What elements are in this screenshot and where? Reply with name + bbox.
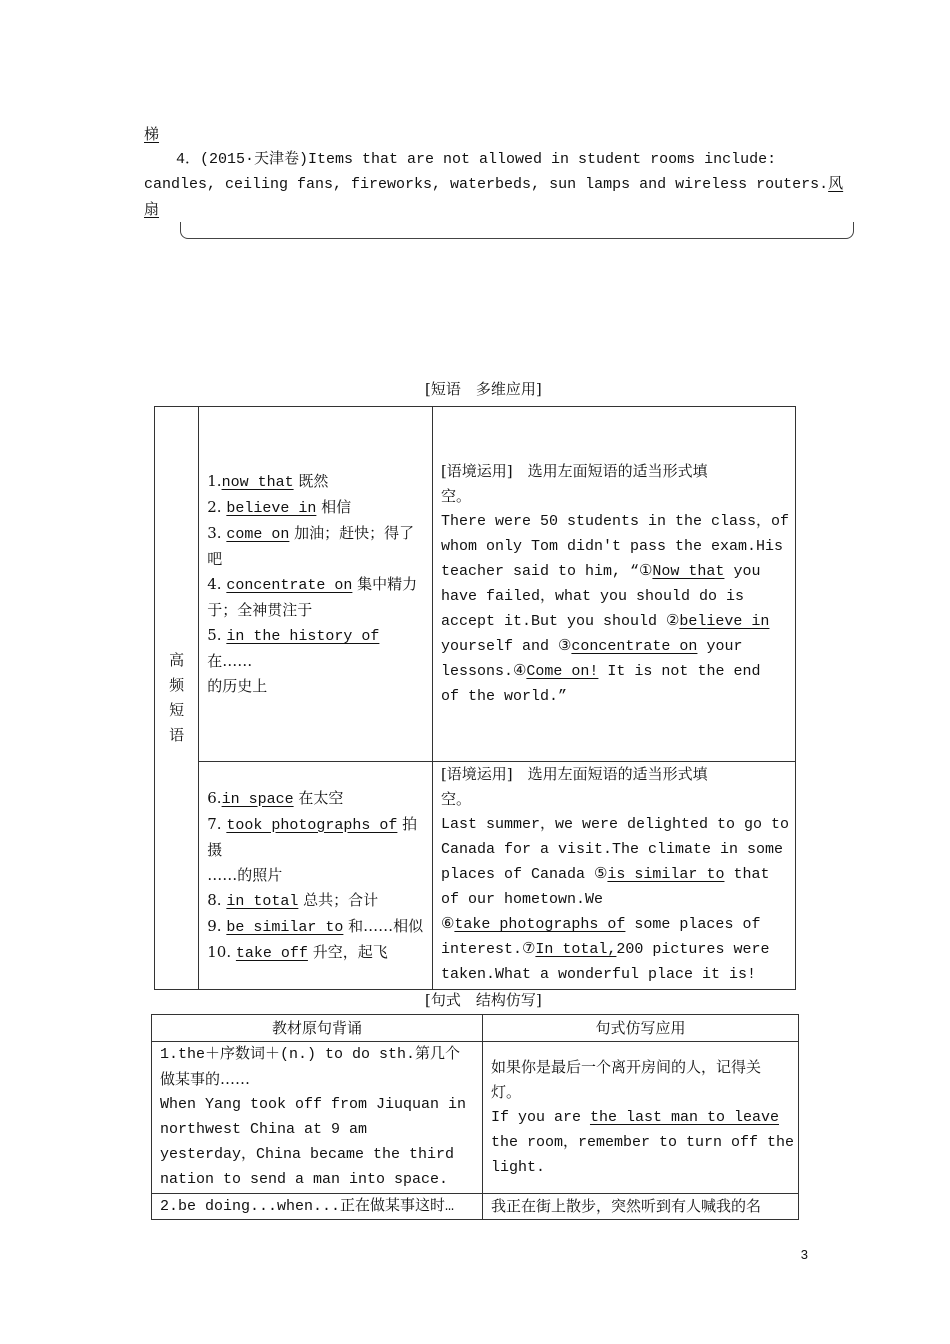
row-label-cell: 高 频 短 语 <box>155 407 199 990</box>
col-header-right: 句式仿写应用 <box>482 1015 798 1042</box>
phrase-item-cont: 的历史上 <box>207 677 268 695</box>
phrase-item-cont: 于；全神贯注于 <box>207 601 313 619</box>
fragment-line: 梯 <box>144 125 160 143</box>
context-2: [语境运用] 选用左面短语的适当形式填 空。 Last summer，we were delighted to go to Canada for a visit.The climate in some places of Canada ⑤is similar to that of our hometown.We ⑥take photographs of some places of interest.⑦In total,200 pictures were taken.What a wonderful place it is! <box>432 762 795 990</box>
sentences-table <box>151 1014 799 1220</box>
phrase-group-2 <box>199 762 433 990</box>
row1-imitation: 如果你是最后一个离开房间的人，记得关 灯。 If you are the last man to leave the room，remember to turn off the light. <box>482 1042 798 1194</box>
phrase-item: 3. come on 加油；赶快；得了吧 <box>207 524 415 568</box>
row1-original: 1.the＋序数词＋(n.) to do sth.第几个 做某事的…… When Yang took off from Jiuquan in northwest China at 9 am yesterday，China became the third nation to send a man into space. <box>152 1042 483 1194</box>
phrase-item: 7. took photographs of 拍摄 <box>207 814 418 859</box>
phrase-group-1 <box>199 407 433 762</box>
phrases-table <box>154 406 796 990</box>
phrase-item: 2. believe in 相信 <box>207 498 352 517</box>
phrase-item-cont: ……的照片 <box>207 865 283 884</box>
phrase-item: 10. take off 升空，起飞 <box>207 942 388 962</box>
phrase-item: 1.now that 既然 <box>207 472 329 491</box>
item-4-answer-end: 扇 <box>144 200 160 218</box>
page-number: 3 <box>800 1247 808 1262</box>
phrases-section-title: [短语 多维应用] <box>425 380 542 398</box>
phrase-item: 5. in the history of 在…… <box>207 626 380 670</box>
phrase-item: 8. in total 总共；合计 <box>207 890 379 910</box>
context-1: [语境运用] 选用左面短语的适当形式填 空。 There were 50 students in the class，of whom only Tom didn't pass the exam.His teacher said to him, “①Now that you have failed，what you should do is accept it.But you should ②believe in yourself and ③concentrate on your lessons.④Come on! It is not the end of the world.” <box>432 407 795 762</box>
col-header-left: 教材原句背诵 <box>152 1015 483 1042</box>
bracket-divider <box>180 222 854 239</box>
phrase-item: 4. concentrate on 集中精力 <box>207 575 418 594</box>
row2-original: 2.be doing...when...正在做某事这时… <box>152 1194 483 1220</box>
phrase-item: 6.in space 在太空 <box>207 788 344 808</box>
row2-imitation: 我正在街上散步，突然听到有人喊我的名 <box>482 1194 798 1220</box>
item-4-line-2: candles, ceiling fans, fireworks, waterbeds, sun lamps and wireless routers.风 <box>144 176 844 193</box>
phrase-item: 9. be similar to 和……相似 <box>207 916 424 936</box>
sentences-section-title: [句式 结构仿写] <box>425 991 542 1009</box>
item-4-line-1: 4．(2015·天津卷)Items that are not allowed in student rooms include: <box>176 151 777 168</box>
